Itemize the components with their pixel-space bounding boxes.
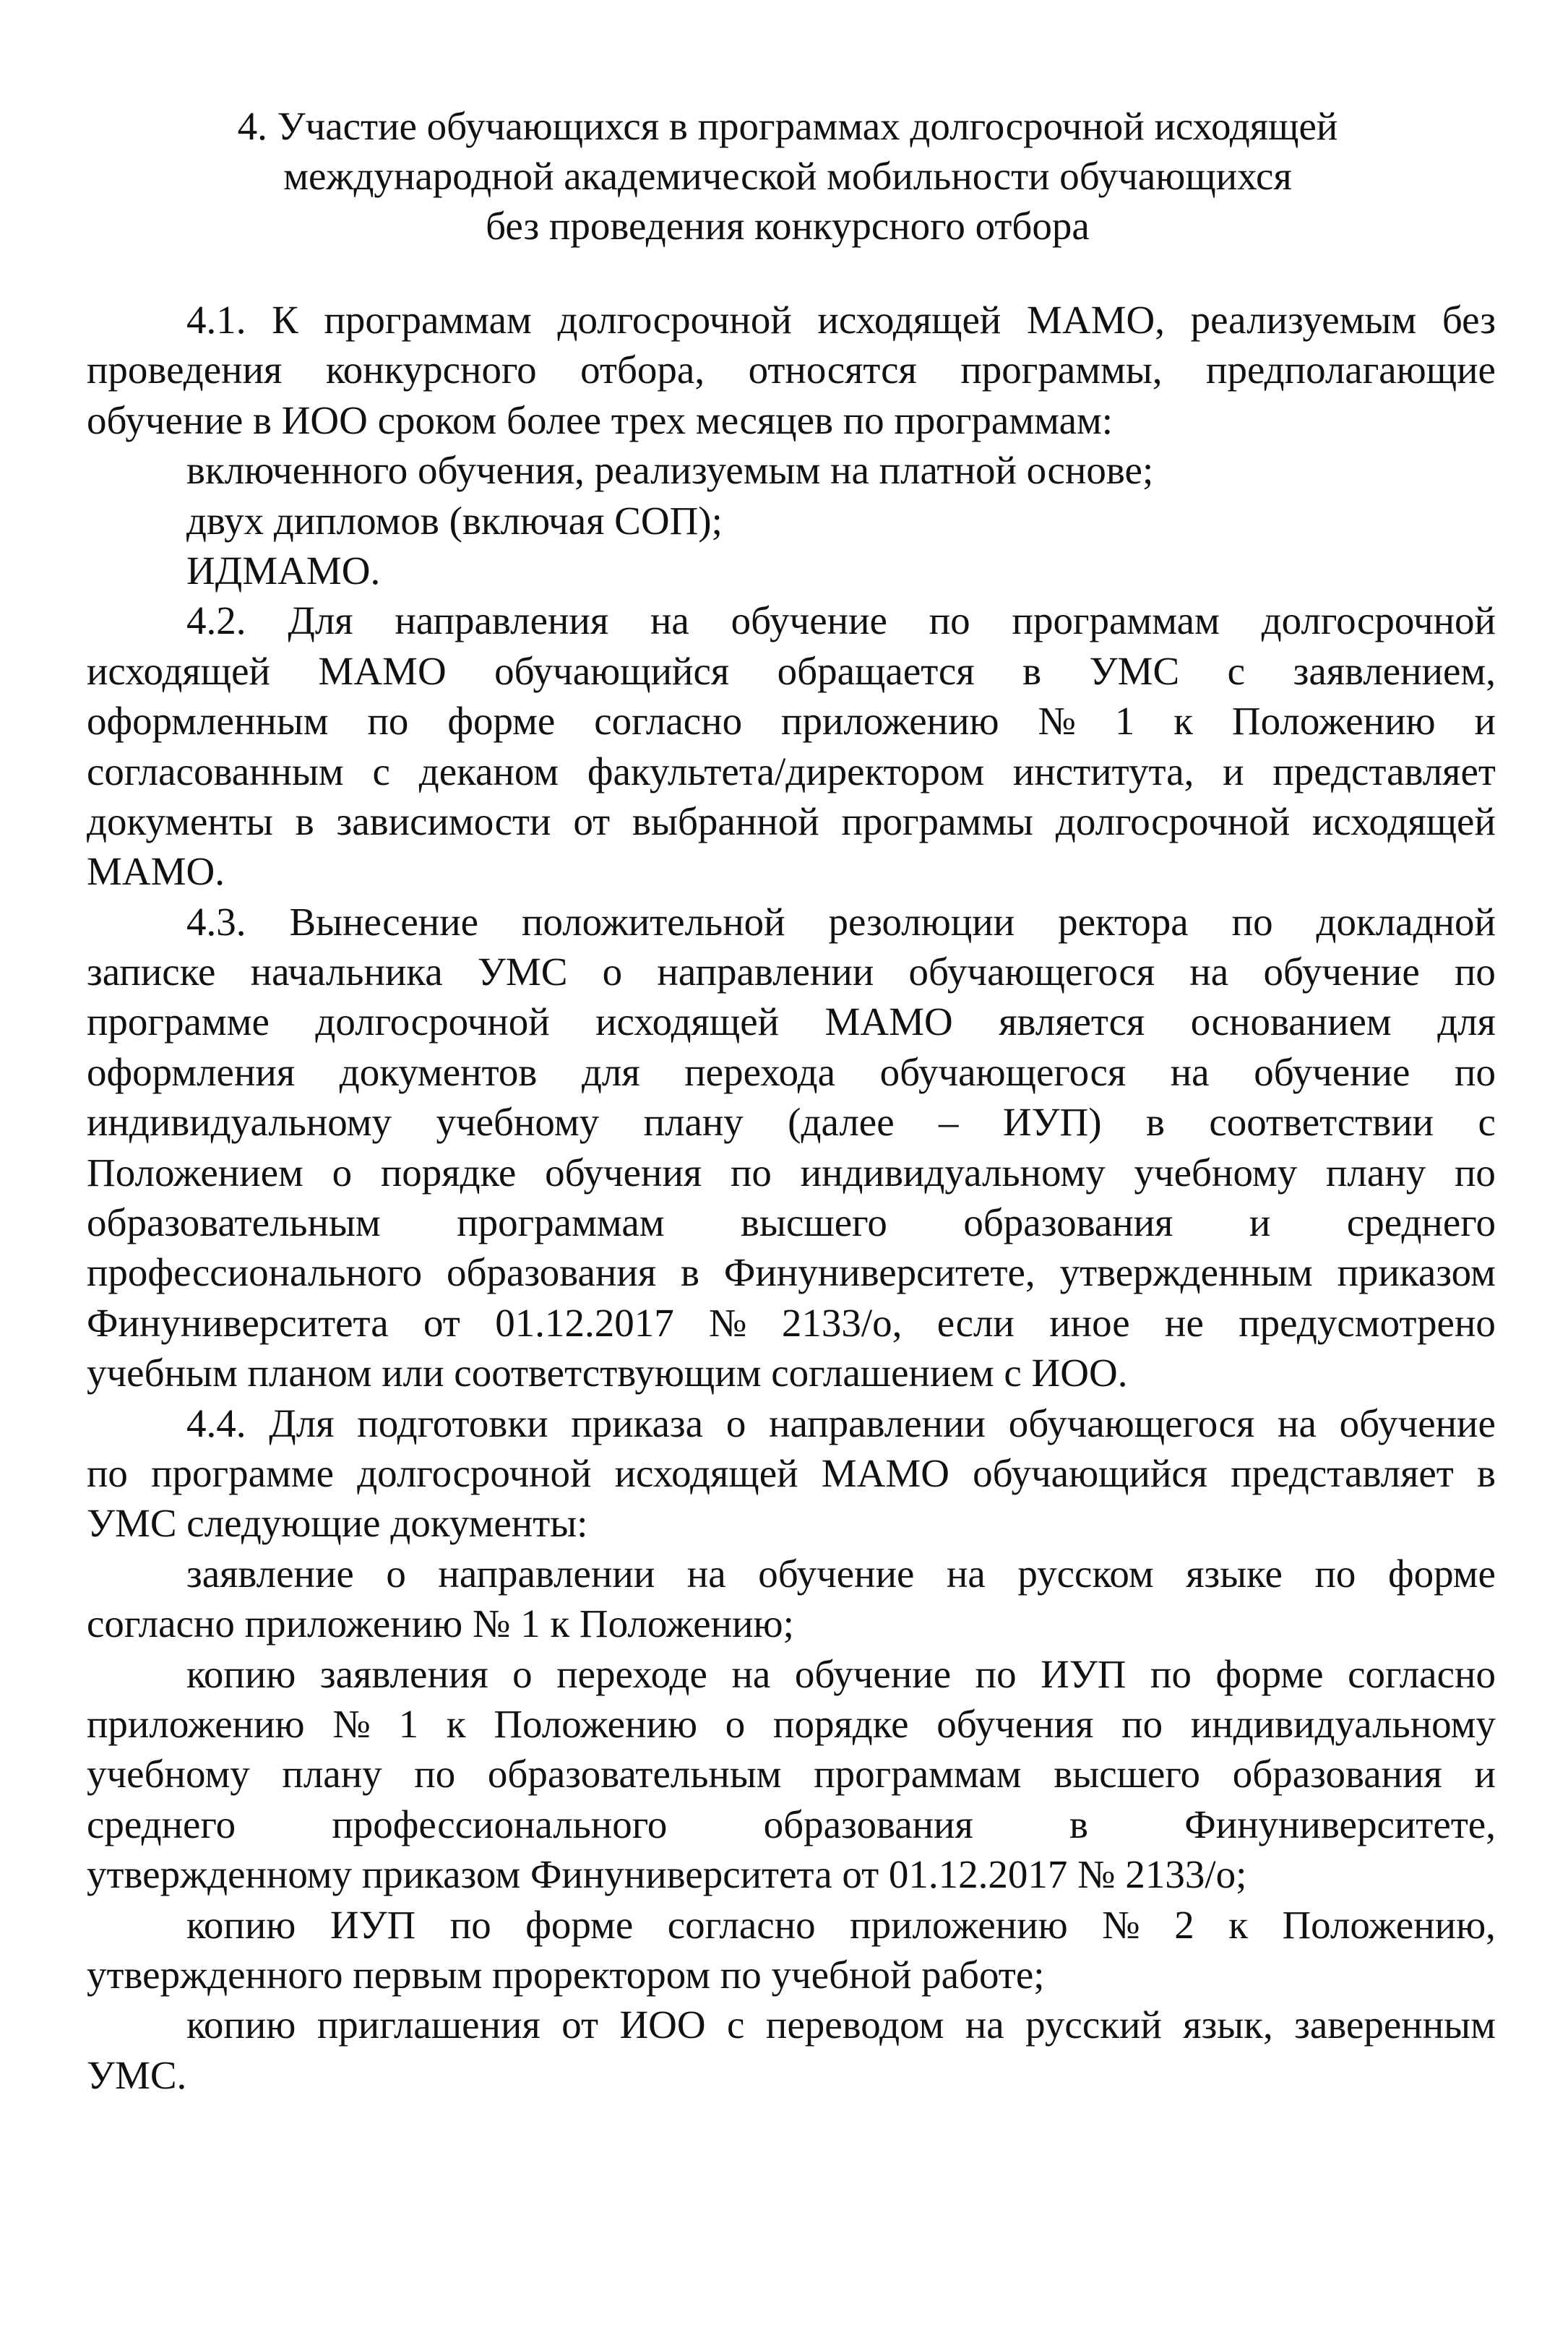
text-line: по программе долгосрочной исходящей МАМО обучающийся представляет в <box>87 1450 1496 1495</box>
list-item: копию заявления о переходе на обучение по ИУП по форме согласно <box>186 1651 1496 1696</box>
text-line: профессионального образования в Финуниверситете, утвержденным приказом <box>87 1250 1496 1295</box>
text-line: УМС следующие документы: <box>87 1501 588 1546</box>
paragraph-4-1 <box>87 295 1496 595</box>
text-line: оформления документов для перехода обучающегося на обучение по <box>87 1049 1496 1094</box>
text-line: согласованным с деканом факультета/директором института, и представляет <box>87 749 1496 793</box>
text-line: Финуниверситета от 01.12.2017 № 2133/о, если иное не предусмотрено <box>87 1300 1496 1345</box>
text-line: утвержденного первым проректором по учебной работе; <box>87 1952 1045 1997</box>
text-line: УМС. <box>87 2052 187 2097</box>
text-line: программе долгосрочной исходящей МАМО является основанием для <box>87 999 1496 1044</box>
list-item: ИДМАМО. <box>186 548 381 593</box>
text-line: документы в зависимости от выбранной программы долгосрочной исходящей <box>87 799 1496 843</box>
heading-line: 4. Участие обучающихся в программах долгосрочной исходящей <box>237 104 1338 148</box>
text-line: среднего профессионального образования в Финуниверситете, <box>87 1802 1496 1846</box>
text-line: 4.2. Для направления на обучение по программам долгосрочной <box>186 598 1496 643</box>
text-line: проведения конкурсного отбора, относятся программы, предполагающие <box>87 348 1496 392</box>
text-line: МАМО. <box>87 849 225 894</box>
heading-line: международной академической мобильности обучающихся <box>283 154 1292 198</box>
text-line: записке начальника УМС о направлении обучающегося на обучение по <box>87 950 1496 994</box>
text-line: утвержденному приказом Финуниверситета от 01.12.2017 № 2133/о; <box>87 1852 1247 1897</box>
text-line: 4.4. Для подготовки приказа о направлении обучающегося на обучение <box>186 1401 1496 1445</box>
paragraph-4-2 <box>87 595 1496 896</box>
paragraph-4-3 <box>87 897 1496 1398</box>
paragraph-4-4 <box>87 1398 1496 2100</box>
text-line: учебным планом или соответствующим соглашением с ИОО. <box>87 1351 1128 1395</box>
list-item: копию приглашения от ИОО с переводом на русский язык, заверенным <box>186 2003 1496 2047</box>
text-line: учебному плану по образовательным программам высшего образования и <box>87 1752 1496 1797</box>
list-item: заявление о направлении на обучение на русском языке по форме <box>186 1551 1496 1596</box>
text-line: согласно приложению № 1 к Положению; <box>87 1601 794 1646</box>
text-line: Положением о порядке обучения по индивидуальному учебному плану по <box>87 1150 1496 1195</box>
text-line: образовательным программам высшего образования и среднего <box>87 1200 1496 1245</box>
list-item: двух дипломов (включая СОП); <box>186 498 723 543</box>
list-item: копию ИУП по форме согласно приложению № 2 к Положению, <box>186 1902 1496 1947</box>
text-line: оформленным по форме согласно приложению № 1 к Положению и <box>87 699 1496 744</box>
section-heading <box>87 101 1489 251</box>
text-line: индивидуальному учебному плану (далее – ИУП) в соответствии с <box>87 1100 1496 1145</box>
document-body <box>87 295 1496 2100</box>
text-line: 4.3. Вынесение положительной резолюции ректора по докладной <box>186 899 1496 944</box>
text-line: 4.1. К программам долгосрочной исходящей МАМО, реализуемым без <box>186 298 1496 342</box>
text-line: исходящей МАМО обучающийся обращается в УМС с заявлением, <box>87 648 1496 693</box>
text-line: обучение в ИОО сроком более трех месяцев по программам: <box>87 397 1113 442</box>
list-item: включенного обучения, реализуемым на платной основе; <box>186 448 1154 493</box>
heading-line: без проведения конкурсного отбора <box>486 204 1090 248</box>
text-line: приложению № 1 к Положению о порядке обучения по индивидуальному <box>87 1701 1496 1746</box>
